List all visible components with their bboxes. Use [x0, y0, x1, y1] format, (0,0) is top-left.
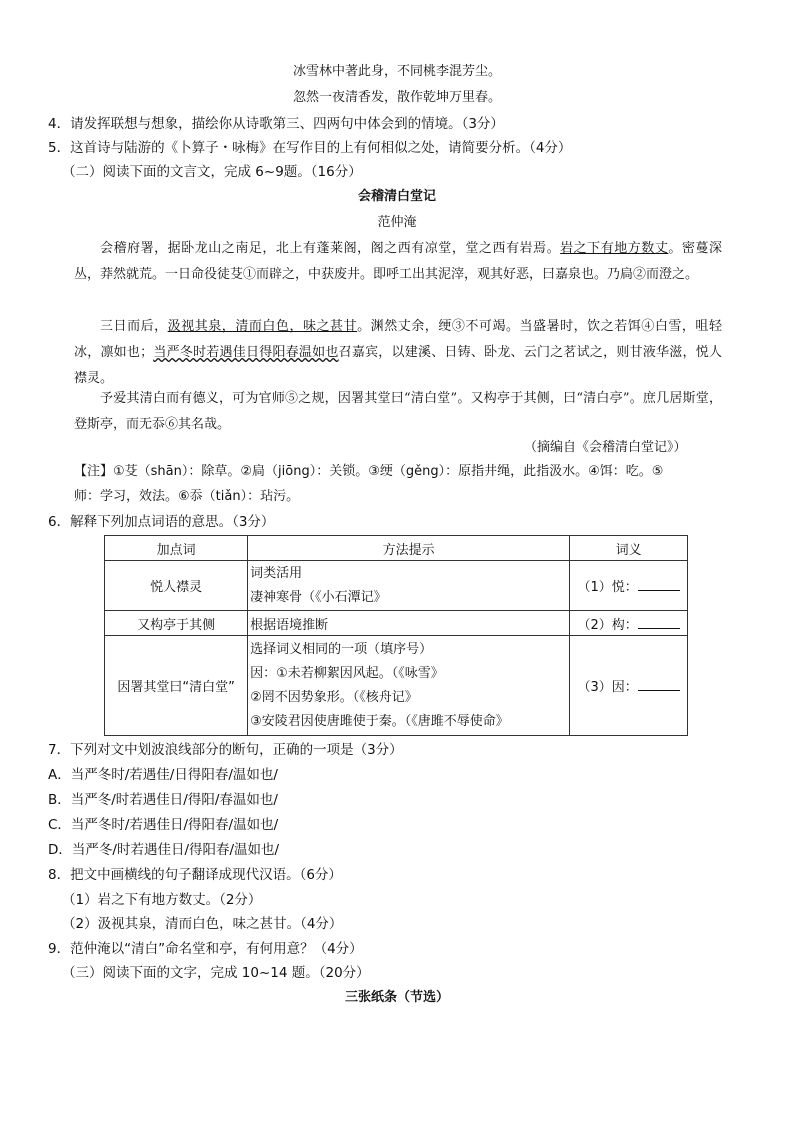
table-header-word: 加点词 [105, 536, 248, 561]
option-d[interactable]: D．当严冬/时若遇佳日/得阳春/温如也/ [48, 842, 280, 858]
p1-text-b: 。密蔓深丛，莽然就荒。一日命役徒芟①而辟之，中获废井。即呼工出其泥滓，观其好恶，曰嘉泉也。乃扃②而澄之。 [74, 241, 722, 282]
option-b[interactable]: B．当严冬/时若遇佳日/得阳/春温如也/ [48, 792, 278, 808]
row3-answer-label: （3）因： [577, 680, 638, 695]
row1-answer[interactable] [570, 561, 688, 611]
row3-hint-line3: ②罔不因势象形。（《核舟记》 [250, 689, 418, 705]
notes-line-2: 师：学习，效法。⑥忝（tiǎn）：玷污。 [74, 489, 300, 504]
article-title: 会稽清白堂记 [357, 189, 436, 204]
row3-answer-blank[interactable] [638, 678, 680, 691]
row1-answer-label: （1）悦： [577, 580, 638, 595]
table-header-meaning: 词义 [570, 536, 688, 561]
row1-hint-line2: 凄神寒骨（《小石潭记》 [250, 589, 387, 605]
question-6: 6．解释下列加点词语的意思。（3分） [48, 514, 275, 530]
article-author: 范仲淹 [377, 215, 417, 230]
article-source: （摘编自《会稽清白堂记》） [524, 440, 687, 455]
row1-answer-blank[interactable] [638, 578, 680, 591]
p2-text-b: 。渊然丈余，绠③不可竭。当盛暑时，饮之若饵④白雪，咀轻冰，凛如也； [74, 319, 722, 360]
table-header-hint: 方法提示 [248, 536, 570, 561]
table-row [105, 636, 688, 736]
section-3-heading: （三）阅读下面的文字，完成 10~14 题。（20分） [62, 965, 370, 981]
row1-hint-line1: 词类活用 [250, 565, 303, 581]
row2-answer-label: （2）构： [577, 617, 638, 633]
question-8-part-1: （1）岩之下有地方数丈。（2分） [62, 892, 262, 908]
table-row [105, 611, 688, 636]
row2-word: 又构亭于其侧 [105, 611, 248, 636]
p1-text-a: 会稽府署，据卧龙山之南足，北上有蓬莱阁，阁之西有凉堂，堂之西有岩焉。 [100, 241, 561, 256]
article-paragraph-1 [74, 236, 722, 288]
row1-word: 悦人襟灵 [105, 561, 248, 611]
row2-answer[interactable] [570, 611, 688, 636]
row3-hint-line2: 因：①未若柳絮因风起。（《咏雪》 [250, 665, 444, 681]
option-a[interactable]: A．当严冬时/若遇佳/日得阳春/温如也/ [48, 767, 278, 783]
poem-line-1: 冰雪林中著此身，不同桃李混芳尘。 [292, 64, 501, 79]
p2-wavy: 当严冬时若遇佳日得阳春温如也 [153, 345, 339, 360]
article-paragraph-2 [74, 314, 722, 392]
option-c[interactable]: C．当严冬时/若遇佳日/得阳春/温如也/ [48, 817, 279, 833]
row3-hint-line1: 选择词义相同的一项（填序号） [250, 641, 433, 657]
row3-answer[interactable] [570, 636, 688, 736]
question-9: 9．范仲淹以“清白”命名堂和亭，有何用意？（4分） [48, 941, 363, 957]
question-7: 7．下列对文中划波浪线部分的断句，正确的一项是（3分） [48, 742, 403, 758]
row3-hint [248, 636, 570, 736]
row3-hint-line4: ③安陵君因使唐雎使于秦。（《唐雎不辱使命》 [250, 713, 509, 729]
row2-answer-blank[interactable] [638, 616, 680, 629]
question-5: 5．这首诗与陆游的《卜算子・咏梅》在写作目的上有何相似之处，请简要分析。（4分） [48, 140, 572, 156]
p1-underlined: 岩之下有地方数丈 [560, 241, 669, 256]
article-paragraph-3: 予爱其清白而有德义，可为官师⑤之规，因署其堂曰“清白堂”。又构亭于其侧，曰“清白亭”。庶几居斯堂，登斯亭，而无忝⑥其名哉。 [74, 391, 722, 432]
row1-hint [248, 561, 570, 611]
section-2-heading: （二）阅读下面的文言文，完成 6~9题。（16分） [62, 164, 362, 180]
notes-line-1: 【注】①芟（shān）：除草。②扃（jiōng）：关锁。③绠（gěng）：原指井绳，此指汲水。④饵：吃。⑤ [74, 464, 664, 479]
vocab-table [104, 535, 688, 736]
row2-hint: 根据语境推断 [248, 611, 570, 636]
table-header-row [105, 536, 688, 561]
poem-line-2: 忽然一夜清香发，散作乾坤万里春。 [292, 90, 501, 105]
p2-text-a: 三日而后， [100, 319, 168, 334]
p2-text-c: 召嘉宾，以建溪、日铸、卧龙、云门之茗试之，则甘液华滋，悦人襟灵。 [74, 345, 722, 386]
question-8: 8．把文中画横线的句子翻译成现代汉语。（6分） [48, 867, 342, 883]
row3-word: 因署其堂曰“清白堂” [105, 636, 248, 736]
question-8-part-2: （2）汲视其泉，清而白色，味之甚甘。（4分） [62, 916, 343, 932]
table-row [105, 561, 688, 611]
section-3-title: 三张纸条（节选） [344, 990, 449, 1005]
question-4: 4．请发挥联想与想象，描绘你从诗歌第三、四两句中体会到的情境。（3分） [48, 116, 504, 132]
p2-underlined: 汲视其泉，清而白色，味之甚甘 [167, 319, 358, 334]
